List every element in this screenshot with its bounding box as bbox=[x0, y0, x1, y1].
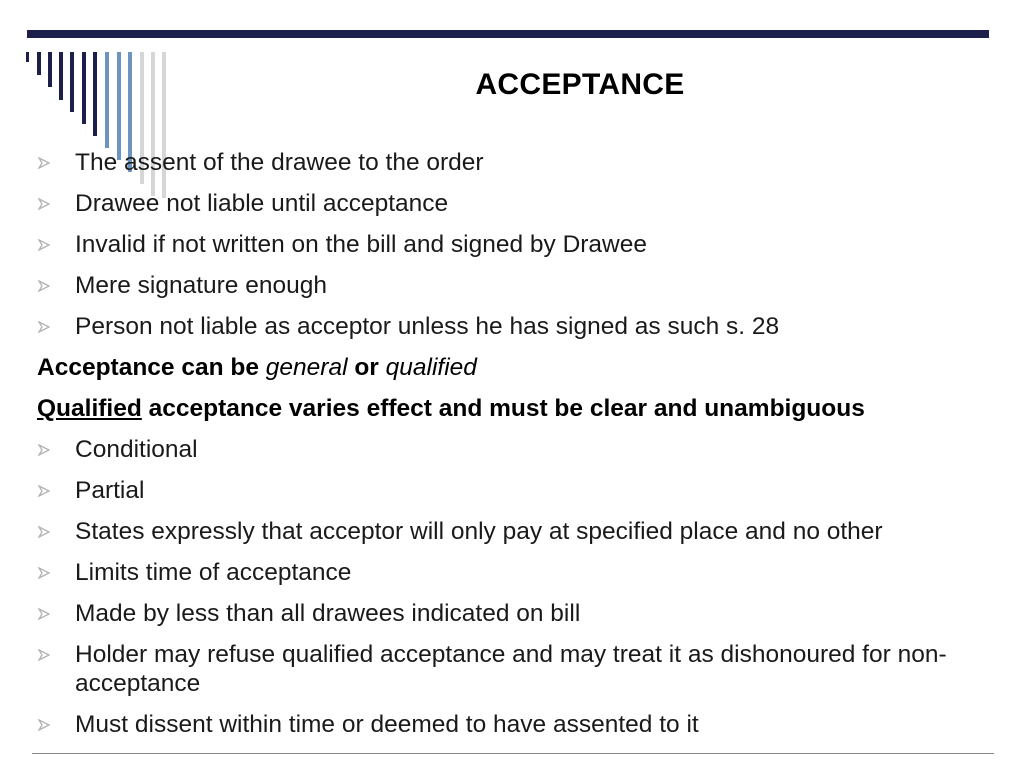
list-item bbox=[0, 599, 1024, 628]
arrowhead-bullet-icon bbox=[38, 280, 50, 292]
list-item bbox=[0, 230, 1024, 259]
arrowhead-bullet-icon bbox=[38, 239, 50, 251]
list-item bbox=[0, 189, 1024, 218]
list-item bbox=[0, 148, 1024, 177]
list-item-text: Made by less than all drawees indicated on bill bbox=[75, 600, 581, 627]
list-item bbox=[0, 271, 1024, 300]
list-item-text: Mere signature enough bbox=[75, 272, 327, 299]
list-item-text: Limits time of acceptance bbox=[75, 559, 352, 586]
arrowhead-bullet-icon bbox=[38, 444, 50, 456]
arrowhead-bullet-icon bbox=[38, 321, 50, 333]
top-accent-bar bbox=[27, 30, 989, 38]
list-item bbox=[0, 476, 1024, 505]
arrowhead-bullet-icon bbox=[38, 608, 50, 620]
slide-body bbox=[0, 148, 1024, 751]
heading-term-underlined: Qualified bbox=[37, 395, 142, 422]
arrowhead-bullet-icon bbox=[38, 649, 50, 661]
arrowhead-bullet-icon bbox=[38, 526, 50, 538]
section-heading-general-qualified bbox=[0, 353, 1024, 382]
list-item-text: Partial bbox=[75, 477, 145, 504]
list-item bbox=[0, 312, 1024, 341]
heading-text: or bbox=[354, 354, 379, 381]
arrowhead-bullet-icon bbox=[38, 157, 50, 169]
arrowhead-bullet-icon bbox=[38, 485, 50, 497]
list-item-text: Must dissent within time or deemed to have assented to it bbox=[75, 711, 699, 738]
heading-text: Acceptance can be bbox=[37, 354, 259, 381]
arrowhead-bullet-icon bbox=[38, 567, 50, 579]
list-item-text: Invalid if not written on the bill and signed by Drawee bbox=[75, 231, 647, 258]
list-item bbox=[0, 517, 1024, 546]
heading-term-qualified: qualified bbox=[385, 354, 477, 381]
list-item-text: States expressly that acceptor will only pay at specified place and no other bbox=[75, 518, 883, 545]
list-item bbox=[0, 640, 985, 698]
list-item bbox=[0, 558, 1024, 587]
arrowhead-bullet-icon bbox=[38, 719, 50, 731]
list-item-text: Person not liable as acceptor unless he has signed as such s. 28 bbox=[75, 313, 780, 340]
list-item-text: The assent of the drawee to the order bbox=[75, 149, 484, 176]
heading-text: acceptance varies effect and must be clear and unambiguous bbox=[148, 395, 865, 422]
list-item-text: Drawee not liable until acceptance bbox=[75, 190, 449, 217]
list-item bbox=[0, 710, 1024, 739]
list-item-text: Conditional bbox=[75, 436, 198, 463]
heading-term-general: general bbox=[265, 354, 348, 381]
list-item bbox=[0, 435, 1024, 464]
bottom-divider bbox=[32, 753, 994, 754]
section-heading-qualified-acceptance bbox=[0, 394, 1024, 423]
slide-title: ACCEPTANCE bbox=[475, 68, 685, 101]
list-item-text: Holder may refuse qualified acceptance and may treat it as dishonoured for non-acceptance bbox=[75, 641, 947, 697]
arrowhead-bullet-icon bbox=[38, 198, 50, 210]
